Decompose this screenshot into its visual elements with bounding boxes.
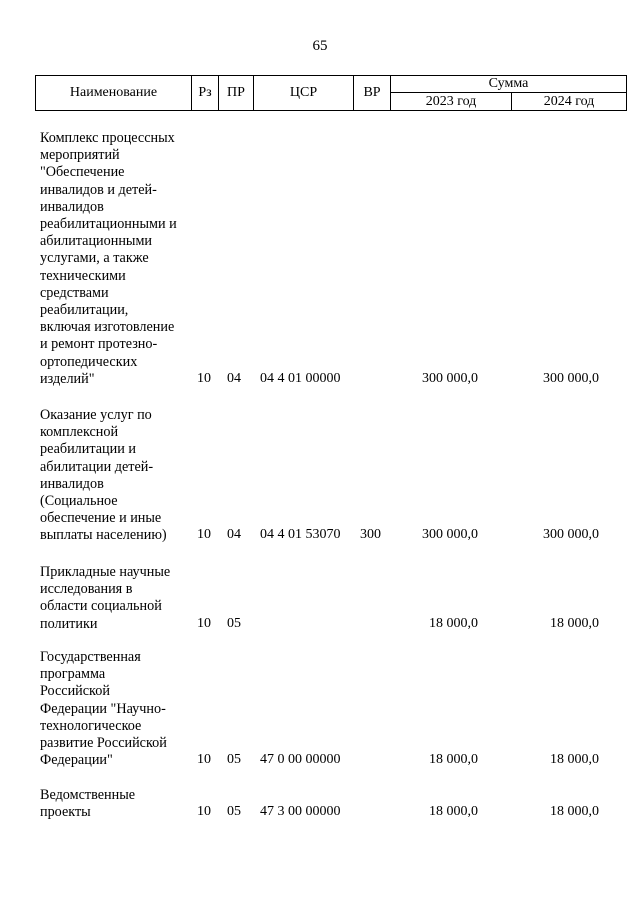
row-name-line: включая изготовление (40, 319, 175, 336)
cell-rz: 10 (197, 527, 211, 543)
header-year-2024: 2024 год (511, 92, 627, 111)
cell-csr: 47 0 00 00000 (260, 752, 341, 768)
row-name-line: проекты (40, 804, 91, 821)
row-name-line: Федерации" (40, 752, 113, 769)
cell-rz: 10 (197, 370, 211, 386)
row-name-line: Государственная (40, 649, 141, 665)
header-csr: ЦСР (253, 75, 354, 111)
row-name-line: инвалидов и детей- (40, 181, 157, 198)
cell-pr: 05 (227, 615, 241, 631)
row-name-line: реабилитации, (40, 302, 129, 319)
row-name (40, 564, 190, 633)
row-name-line: "Обеспечение (40, 164, 125, 181)
cell-sum-2024: 18 000,0 (550, 752, 599, 768)
cell-sum-2023: 18 000,0 (429, 804, 478, 820)
cell-sum-2023: 18 000,0 (429, 752, 478, 768)
row-name-line: изделий" (40, 370, 95, 387)
row-name-line: Комплекс процессных (40, 130, 175, 146)
row-name-line: абилитационными (40, 233, 153, 250)
cell-sum-2023: 18 000,0 (429, 615, 478, 631)
cell-sum-2024: 18 000,0 (550, 615, 599, 631)
cell-rz: 10 (197, 752, 211, 768)
cell-pr: 05 (227, 752, 241, 768)
header-sum: Сумма (390, 75, 627, 93)
cell-pr: 04 (227, 370, 241, 386)
row-name-line: мероприятий (40, 147, 120, 164)
row-name-line: развитие Российской (40, 735, 167, 752)
cell-pr: 05 (227, 804, 241, 820)
header-rz: Рз (191, 75, 219, 111)
page-number: 65 (312, 38, 328, 54)
row-name-line: Федерации "Научно- (40, 700, 166, 717)
header-year-2023: 2023 год (390, 92, 512, 111)
header-name: Наименование (35, 75, 192, 111)
cell-sum-2024: 18 000,0 (550, 804, 599, 820)
row-name-line: Оказание услуг по (40, 407, 152, 423)
row-name-line: инвалидов (40, 475, 104, 492)
cell-sum-2024: 300 000,0 (543, 370, 599, 386)
row-name-line: Прикладные научные (40, 564, 171, 580)
row-name-line: выплаты населению) (40, 527, 167, 544)
row-name-line: политики (40, 615, 98, 632)
row-name-line: обеспечение и иные (40, 510, 162, 527)
row-name-line: реабилитации и (40, 441, 136, 458)
cell-vr: 300 (360, 527, 381, 543)
cell-sum-2023: 300 000,0 (422, 527, 478, 543)
row-name-line: технологическое (40, 717, 142, 734)
row-name-line: (Социальное (40, 493, 118, 510)
row-name (40, 787, 190, 821)
row-name-line: услугами, а также (40, 250, 149, 267)
row-name-line: области социальной (40, 598, 162, 615)
row-name-line: и ремонт протезно- (40, 336, 158, 353)
header-pr: ПР (218, 75, 254, 111)
row-name-line: инвалидов (40, 198, 104, 215)
cell-rz: 10 (197, 804, 211, 820)
cell-csr: 04 4 01 53070 (260, 527, 341, 543)
row-name (40, 130, 190, 388)
row-name-line: средствами (40, 284, 109, 301)
row-name-line: исследования в (40, 581, 133, 598)
cell-csr: 47 3 00 00000 (260, 804, 341, 820)
row-name-line: техническими (40, 267, 126, 284)
row-name-line: программа (40, 666, 106, 683)
cell-sum-2024: 300 000,0 (543, 527, 599, 543)
header-vr: ВР (353, 75, 391, 111)
row-name-line: абилитации детей- (40, 458, 154, 475)
cell-csr: 04 4 01 00000 (260, 370, 341, 386)
row-name (40, 407, 190, 545)
row-name-line: ортопедических (40, 353, 138, 370)
cell-pr: 04 (227, 527, 241, 543)
row-name (40, 649, 190, 769)
row-name-line: комплексной (40, 424, 119, 441)
table-header (35, 75, 627, 111)
cell-sum-2023: 300 000,0 (422, 370, 478, 386)
row-name-line: реабилитационными и (40, 216, 177, 233)
row-name-line: Российской (40, 683, 110, 700)
cell-rz: 10 (197, 615, 211, 631)
row-name-line: Ведомственные (40, 787, 136, 803)
